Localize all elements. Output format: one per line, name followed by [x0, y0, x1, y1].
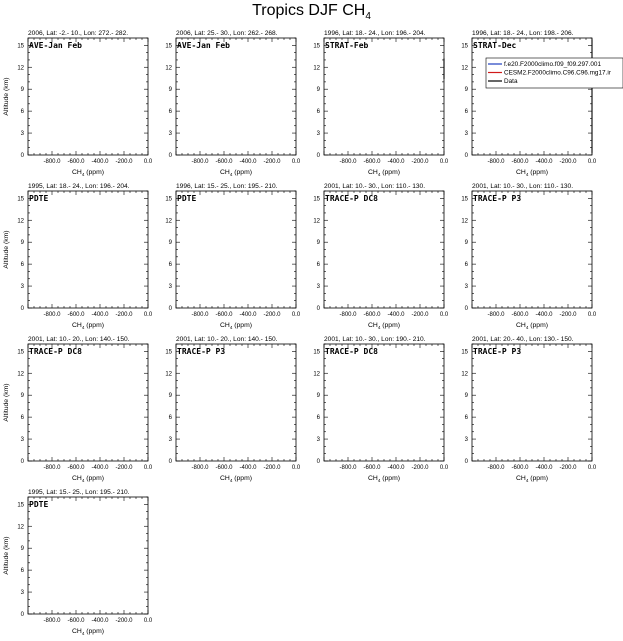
panel-4 — [461, 30, 597, 177]
y-tick-label: 3 — [464, 131, 468, 138]
y-tick-label: 15 — [165, 349, 172, 356]
x-axis-label-unit: (ppm) — [84, 322, 105, 329]
panel-tag: PDTE — [29, 194, 49, 203]
x-tick-label: -600.0 — [215, 312, 233, 318]
x-axis-label-subscript: 4 — [525, 478, 529, 483]
x-axis-label-subscript: 4 — [377, 172, 381, 177]
y-tick-label: 12 — [165, 65, 172, 72]
x-tick-label: -600.0 — [511, 312, 529, 318]
x-axis-label-subscript: 4 — [81, 631, 85, 636]
x-tick-label: 0.0 — [439, 312, 449, 318]
x-tick-label: 0.0 — [587, 465, 597, 471]
y-tick-label: 0 — [464, 459, 468, 465]
y-tick-label: 12 — [313, 371, 320, 378]
x-tick-label: -800.0 — [191, 159, 209, 165]
x-tick-label: -600.0 — [67, 312, 85, 318]
y-tick-label: 9 — [464, 87, 468, 94]
x-tick-label: 0.0 — [291, 465, 301, 471]
y-tick-label: 3 — [316, 437, 320, 444]
x-axis-label-subscript: 4 — [81, 172, 85, 177]
y-tick-label: 15 — [17, 196, 24, 203]
panel-tag: TRACE-P DC8 — [325, 347, 378, 356]
x-tick-label: -400.0 — [387, 312, 405, 318]
x-axis-label-unit: (ppm) — [84, 169, 105, 176]
x-axis-label-subscript: 4 — [229, 325, 233, 330]
x-axis-label-text: CH — [367, 475, 378, 482]
y-tick-label: 0 — [168, 459, 172, 465]
y-tick-label: 12 — [313, 218, 320, 225]
panel-5 — [3, 183, 153, 330]
legend — [486, 58, 623, 88]
plot-frame — [176, 191, 296, 308]
y-tick-label: 6 — [316, 262, 320, 269]
x-tick-label: -600.0 — [363, 312, 381, 318]
x-tick-label: -400.0 — [535, 465, 553, 471]
panel-header: 2001, Lat: 20.- 40., Lon: 130.- 150. — [472, 336, 574, 343]
plot-frame — [324, 344, 444, 461]
x-tick-label: -800.0 — [339, 312, 357, 318]
x-tick-label: -400.0 — [91, 159, 109, 165]
x-tick-label: -800.0 — [487, 465, 505, 471]
y-tick-label: 6 — [20, 262, 24, 269]
y-tick-label: 15 — [17, 349, 24, 356]
y-tick-label: 0 — [464, 306, 468, 312]
y-tick-label: 6 — [316, 109, 320, 116]
y-tick-label: 9 — [168, 240, 172, 247]
y-tick-label: 0 — [464, 153, 468, 159]
x-axis-label-unit: (ppm) — [84, 475, 105, 482]
x-tick-label: -600.0 — [215, 465, 233, 471]
x-axis-label — [220, 169, 252, 177]
x-axis-label-text: CH — [219, 322, 230, 329]
figure-title-subscript: 4 — [365, 11, 371, 23]
x-tick-label: -600.0 — [67, 159, 85, 165]
x-tick-label: -800.0 — [487, 312, 505, 318]
y-tick-label: 0 — [316, 459, 320, 465]
y-tick-label: 6 — [464, 415, 468, 422]
x-tick-label: -400.0 — [239, 465, 257, 471]
x-axis-label-subscript: 4 — [377, 478, 381, 483]
x-axis-label-text: CH — [367, 169, 378, 176]
y-tick-label: 3 — [316, 284, 320, 291]
panel-7 — [313, 183, 449, 330]
panel-tag: STRAT-Feb — [325, 41, 369, 50]
legend-label: CESM2.F2000climo.C96.C96.mg17.ir — [504, 69, 611, 77]
y-tick-label: 15 — [165, 196, 172, 203]
panel-tag: STRAT-Dec — [473, 41, 517, 50]
y-tick-label: 12 — [461, 65, 468, 72]
panel-header: 2001, Lat: 10.- 30., Lon: 190.- 210. — [324, 336, 426, 343]
x-tick-label: 0.0 — [143, 312, 153, 318]
x-axis-label-unit: (ppm) — [84, 628, 105, 635]
x-tick-label: 0.0 — [143, 465, 153, 471]
y-tick-label: 15 — [313, 43, 320, 50]
y-tick-label: 6 — [20, 109, 24, 116]
x-axis-label-subscript: 4 — [229, 172, 233, 177]
x-tick-label: -200.0 — [411, 159, 429, 165]
y-tick-label: 9 — [464, 393, 468, 400]
x-tick-label: -200.0 — [559, 312, 577, 318]
x-tick-label: -200.0 — [411, 312, 429, 318]
x-axis-label — [220, 475, 252, 483]
x-axis-label-text: CH — [515, 169, 526, 176]
legend-label: f.e20.F2000climo.f09_f09.297.001 — [504, 61, 601, 69]
x-tick-label: 0.0 — [439, 159, 449, 165]
x-axis-label — [72, 475, 104, 483]
panel-3 — [313, 30, 449, 177]
x-tick-label: 0.0 — [291, 159, 301, 165]
y-tick-label: 15 — [165, 43, 172, 50]
x-tick-label: -800.0 — [487, 159, 505, 165]
x-tick-label: -200.0 — [263, 159, 281, 165]
y-tick-label: 9 — [20, 240, 24, 247]
panel-9 — [3, 336, 153, 483]
x-tick-label: -400.0 — [535, 312, 553, 318]
plot-frame — [28, 497, 148, 614]
x-axis-label-text: CH — [71, 322, 82, 329]
plot-frame — [176, 344, 296, 461]
x-axis-label — [368, 475, 400, 483]
x-tick-label: -800.0 — [191, 465, 209, 471]
y-tick-label: 9 — [20, 393, 24, 400]
panel-tag: AVE-Jan Feb — [29, 41, 82, 50]
y-tick-label: 6 — [464, 109, 468, 116]
y-tick-label: 3 — [464, 437, 468, 444]
x-axis-label-unit: (ppm) — [380, 475, 401, 482]
panel-tag: TRACE-P P3 — [177, 347, 226, 356]
y-tick-label: 9 — [316, 393, 320, 400]
panel-header: 1995, Lat: 18.- 24., Lon: 196.- 204. — [28, 183, 130, 190]
y-tick-label: 0 — [168, 153, 172, 159]
x-axis-label-unit: (ppm) — [380, 169, 401, 176]
y-tick-label: 12 — [17, 371, 24, 378]
x-tick-label: -600.0 — [67, 465, 85, 471]
x-tick-label: -600.0 — [363, 159, 381, 165]
y-tick-label: 3 — [168, 284, 172, 291]
y-tick-label: 9 — [464, 240, 468, 247]
x-tick-label: -400.0 — [91, 465, 109, 471]
x-axis-label — [516, 475, 548, 483]
x-tick-label: 0.0 — [291, 312, 301, 318]
x-axis-label — [72, 169, 104, 177]
x-axis-label-text: CH — [71, 169, 82, 176]
panel-header: 2006, Lat: 25.- 30., Lon: 262.- 268. — [176, 30, 278, 37]
y-tick-label: 15 — [461, 349, 468, 356]
x-axis-label-subscript: 4 — [81, 325, 85, 330]
x-tick-label: -800.0 — [191, 312, 209, 318]
x-axis-label-text: CH — [219, 169, 230, 176]
y-tick-label: 0 — [20, 612, 24, 618]
panel-2 — [165, 30, 301, 177]
y-tick-label: 3 — [168, 437, 172, 444]
y-tick-label: 9 — [20, 546, 24, 553]
x-axis-label — [72, 628, 104, 636]
y-tick-label: 9 — [316, 87, 320, 94]
y-tick-label: 15 — [17, 502, 24, 509]
x-tick-label: 0.0 — [439, 465, 449, 471]
y-tick-label: 9 — [20, 87, 24, 94]
y-tick-label: 0 — [20, 153, 24, 159]
y-tick-label: 0 — [20, 306, 24, 312]
x-axis-label-subscript: 4 — [525, 325, 529, 330]
y-tick-label: 6 — [168, 415, 172, 422]
x-tick-label: -200.0 — [263, 465, 281, 471]
y-tick-label: 6 — [168, 262, 172, 269]
x-axis-label-unit: (ppm) — [528, 322, 549, 329]
x-tick-label: -800.0 — [43, 465, 61, 471]
y-tick-label: 15 — [313, 196, 320, 203]
y-tick-label: 3 — [20, 131, 24, 138]
x-tick-label: -800.0 — [43, 159, 61, 165]
x-tick-label: -400.0 — [91, 312, 109, 318]
y-tick-label: 6 — [168, 109, 172, 116]
y-tick-label: 15 — [313, 349, 320, 356]
y-axis-label: Altitude (km) — [3, 230, 10, 269]
panel-header: 2001, Lat: 10.- 30., Lon: 110.- 130. — [324, 183, 426, 190]
y-tick-label: 15 — [461, 43, 468, 50]
x-axis-label-subscript: 4 — [377, 325, 381, 330]
y-axis-label: Altitude (km) — [3, 383, 10, 422]
plot-frame — [472, 38, 592, 155]
panel-tag: PDTE — [177, 194, 197, 203]
panel-tag: TRACE-P P3 — [473, 194, 522, 203]
y-tick-label: 12 — [17, 524, 24, 531]
y-tick-label: 0 — [316, 306, 320, 312]
x-tick-label: -200.0 — [559, 465, 577, 471]
x-axis-label — [368, 169, 400, 177]
x-axis-label-unit: (ppm) — [380, 322, 401, 329]
panel-header: 2001, Lat: 10.- 20., Lon: 140.- 150. — [28, 336, 130, 343]
x-tick-label: -800.0 — [339, 465, 357, 471]
x-axis-label-unit: (ppm) — [528, 169, 549, 176]
x-axis-label-text: CH — [71, 628, 82, 635]
y-tick-label: 0 — [20, 459, 24, 465]
x-tick-label: -600.0 — [511, 159, 529, 165]
y-tick-label: 3 — [20, 284, 24, 291]
plot-frame — [176, 38, 296, 155]
x-tick-label: 0.0 — [143, 618, 153, 624]
y-tick-label: 6 — [316, 415, 320, 422]
panel-header: 1996, Lat: 18.- 24., Lon: 198.- 206. — [472, 30, 574, 37]
y-tick-label: 0 — [168, 306, 172, 312]
panel-12 — [461, 336, 597, 483]
x-tick-label: -200.0 — [115, 312, 133, 318]
panel-header: 1996, Lat: 15.- 25., Lon: 195.- 210. — [176, 183, 278, 190]
y-axis-label: Altitude (km) — [3, 536, 10, 575]
x-tick-label: -400.0 — [387, 465, 405, 471]
panel-header: 1996, Lat: 18.- 24., Lon: 196.- 204. — [324, 30, 426, 37]
x-tick-label: -400.0 — [239, 312, 257, 318]
x-axis-label-subscript: 4 — [229, 478, 233, 483]
x-axis-label-text: CH — [515, 322, 526, 329]
y-tick-label: 6 — [20, 415, 24, 422]
plot-frame — [28, 344, 148, 461]
x-axis-label — [516, 169, 548, 177]
x-axis-label-subscript: 4 — [525, 172, 529, 177]
x-tick-label: -200.0 — [559, 159, 577, 165]
x-tick-label: -400.0 — [387, 159, 405, 165]
x-axis-label — [516, 322, 548, 330]
y-tick-label: 15 — [461, 196, 468, 203]
x-tick-label: -400.0 — [535, 159, 553, 165]
y-tick-label: 3 — [168, 131, 172, 138]
x-tick-label: -600.0 — [511, 465, 529, 471]
y-tick-label: 12 — [165, 371, 172, 378]
panel-tag: TRACE-P DC8 — [29, 347, 82, 356]
panel-tag: PDTE — [29, 500, 49, 509]
x-axis-label-unit: (ppm) — [528, 475, 549, 482]
plot-frame — [28, 191, 148, 308]
x-tick-label: -400.0 — [239, 159, 257, 165]
panel-header: 1995, Lat: 15.- 25., Lon: 195.- 210. — [28, 489, 130, 496]
y-tick-label: 3 — [464, 284, 468, 291]
panel-tag: TRACE-P P3 — [473, 347, 522, 356]
x-axis-label — [72, 322, 104, 330]
y-tick-label: 12 — [17, 218, 24, 225]
x-axis-label-unit: (ppm) — [232, 169, 253, 176]
x-tick-label: 0.0 — [143, 159, 153, 165]
panel-1 — [3, 30, 153, 177]
y-tick-label: 6 — [464, 262, 468, 269]
x-tick-label: -800.0 — [339, 159, 357, 165]
x-axis-label-subscript: 4 — [81, 478, 85, 483]
x-tick-label: -600.0 — [363, 465, 381, 471]
x-tick-label: 0.0 — [587, 159, 597, 165]
figure-title-text: Tropics DJF CH — [252, 2, 366, 19]
x-tick-label: -400.0 — [91, 618, 109, 624]
x-axis-label — [368, 322, 400, 330]
y-tick-label: 12 — [17, 65, 24, 72]
panel-header: 2006, Lat: -2.- 10., Lon: 272.- 282. — [28, 30, 129, 37]
y-tick-label: 9 — [168, 393, 172, 400]
x-tick-label: -800.0 — [43, 312, 61, 318]
x-axis-label-text: CH — [219, 475, 230, 482]
x-axis-label-text: CH — [367, 322, 378, 329]
x-tick-label: -200.0 — [411, 465, 429, 471]
y-tick-label: 9 — [168, 87, 172, 94]
x-axis-label-text: CH — [515, 475, 526, 482]
x-tick-label: -600.0 — [215, 159, 233, 165]
y-tick-label: 3 — [316, 131, 320, 138]
legend-label: Data — [504, 78, 518, 86]
panel-11 — [313, 336, 449, 483]
x-tick-label: -200.0 — [115, 618, 133, 624]
plot-frame — [324, 38, 444, 155]
panel-header: 2001, Lat: 10.- 30., Lon: 110.- 130. — [472, 183, 574, 190]
panel-6 — [165, 183, 301, 330]
y-tick-label: 6 — [20, 568, 24, 575]
x-axis-label-text: CH — [71, 475, 82, 482]
plot-frame — [324, 191, 444, 308]
y-tick-label: 15 — [17, 43, 24, 50]
y-tick-label: 12 — [313, 65, 320, 72]
x-tick-label: -200.0 — [115, 465, 133, 471]
panel-8 — [461, 183, 597, 330]
panel-tag: TRACE-P DC8 — [325, 194, 378, 203]
y-tick-label: 3 — [20, 437, 24, 444]
y-axis-label: Altitude (km) — [3, 77, 10, 116]
panel-header: 2001, Lat: 10.- 20., Lon: 140.- 150. — [176, 336, 278, 343]
y-tick-label: 12 — [165, 218, 172, 225]
x-axis-label — [220, 322, 252, 330]
x-tick-label: -600.0 — [67, 618, 85, 624]
x-tick-label: -200.0 — [263, 312, 281, 318]
panel-13 — [3, 489, 153, 636]
panel-tag: AVE-Jan Feb — [177, 41, 230, 50]
panel-10 — [165, 336, 301, 483]
plot-frame — [472, 191, 592, 308]
x-axis-label-unit: (ppm) — [232, 322, 253, 329]
x-tick-label: 0.0 — [587, 312, 597, 318]
plot-frame — [28, 38, 148, 155]
y-tick-label: 12 — [461, 371, 468, 378]
x-tick-label: -200.0 — [115, 159, 133, 165]
y-tick-label: 0 — [316, 153, 320, 159]
y-tick-label: 9 — [316, 240, 320, 247]
plot-frame — [472, 344, 592, 461]
x-axis-label-unit: (ppm) — [232, 475, 253, 482]
y-tick-label: 3 — [20, 590, 24, 597]
x-tick-label: -800.0 — [43, 618, 61, 624]
y-tick-label: 12 — [461, 218, 468, 225]
